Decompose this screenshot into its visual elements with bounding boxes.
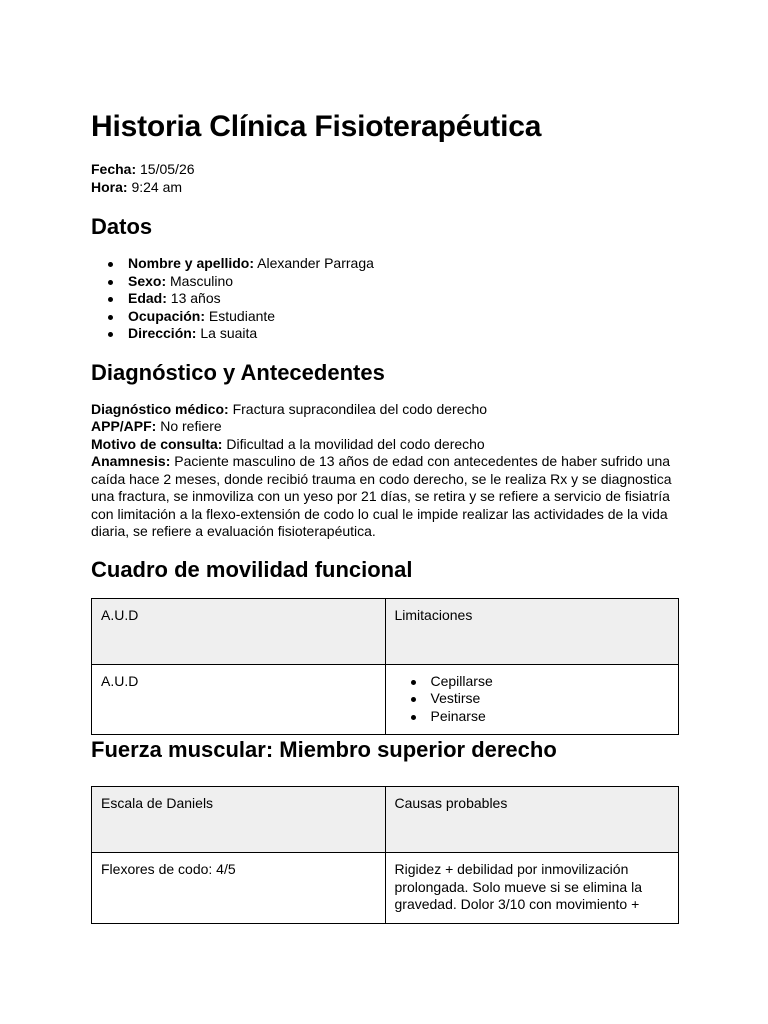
table-header-cell: Escala de Daniels <box>92 787 386 853</box>
fecha-line <box>91 161 679 179</box>
list-item <box>106 273 679 291</box>
fecha-value: 15/05/26 <box>140 161 195 177</box>
motivo-value: Dificultad a la movilidad del codo derecho <box>226 435 485 452</box>
datos-list <box>91 255 679 343</box>
item-label: Dirección: <box>128 325 197 341</box>
meta-block <box>91 161 679 196</box>
motivo-line <box>91 436 679 454</box>
cuadro-heading: Cuadro de movilidad funcional <box>91 556 413 582</box>
motivo-label: Motivo de consulta: <box>91 435 223 452</box>
table-header-row <box>92 598 679 664</box>
fuerza-table <box>91 786 679 924</box>
item-value: Masculino <box>170 272 234 289</box>
diagnostico-heading: Diagnóstico y Antecedentes <box>91 359 385 385</box>
item-label: Ocupación: <box>128 307 206 324</box>
item-label: Edad: <box>128 290 167 306</box>
list-item: Vestirse <box>409 690 671 708</box>
app-apf-line <box>91 418 679 436</box>
table-row <box>92 664 679 735</box>
item-value: Estudiante <box>208 307 276 324</box>
table-cell: Flexores de codo: 4/5 <box>92 853 386 924</box>
item-value: La suaita <box>200 325 258 341</box>
limitaciones-list <box>395 673 671 726</box>
fuerza-heading: Fuerza muscular: Miembro superior derecho <box>91 737 557 762</box>
table-header-cell: Causas probables <box>385 787 679 853</box>
diagnostico-block <box>91 401 679 541</box>
hora-line <box>91 179 679 197</box>
list-item <box>106 255 679 273</box>
anamnesis-label: Anamnesis: <box>91 453 171 469</box>
hora-value: 9:24 am <box>131 178 183 195</box>
list-item <box>106 325 679 343</box>
list-item <box>106 308 679 326</box>
fecha-label: Fecha: <box>91 161 137 177</box>
app-apf-label: APP/APF: <box>91 418 157 434</box>
table-header-cell: Limitaciones <box>385 598 679 664</box>
item-value: Alexander Parraga <box>257 255 374 271</box>
diagnostico-medico-value: Fractura supracondilea del codo derecho <box>232 400 488 417</box>
table-row <box>92 853 679 924</box>
anamnesis-paragraph <box>91 453 679 541</box>
item-label: Sexo: <box>128 272 167 289</box>
table-header-cell: A.U.D <box>92 598 386 664</box>
table-header-row <box>92 787 679 853</box>
app-apf-value: No refiere <box>160 418 222 434</box>
item-value: 13 años <box>170 290 221 306</box>
item-label: Nombre y apellido: <box>128 255 255 271</box>
diagnostico-medico-line <box>91 401 679 419</box>
hora-label: Hora: <box>91 178 128 195</box>
diagnostico-medico-label: Diagnóstico médico: <box>91 400 229 417</box>
list-item <box>106 290 679 308</box>
table-cell <box>385 664 679 735</box>
page-title: Historia Clínica Fisioterapéutica <box>91 110 542 143</box>
anamnesis-value: Paciente masculino de 13 años de edad con antecedentes de haber sufrido una caída hace 2 meses, donde recibió trauma en codo derecho, se le realiza Rx y se diagnostica una fractura, se inmoviliza con un yeso por 21 días, se retira y se refiere a servicio de fisiatría con limitación a la flexo-extensión de codo lo cual le impide realizar las actividades de la vida diaria, se refiere a evaluación fisioterapéutica. <box>91 453 672 539</box>
list-item: Peinarse <box>409 708 671 726</box>
datos-heading: Datos <box>91 214 153 239</box>
movilidad-table <box>91 598 679 736</box>
list-item: Cepillarse <box>409 673 671 691</box>
document-page <box>91 108 679 924</box>
table-cell: A.U.D <box>92 664 386 735</box>
table-cell: Rigidez + debilidad por inmovilización prolongada. Solo mueve si se elimina la gravedad. Dolor 3/10 con movimiento + <box>385 853 679 924</box>
